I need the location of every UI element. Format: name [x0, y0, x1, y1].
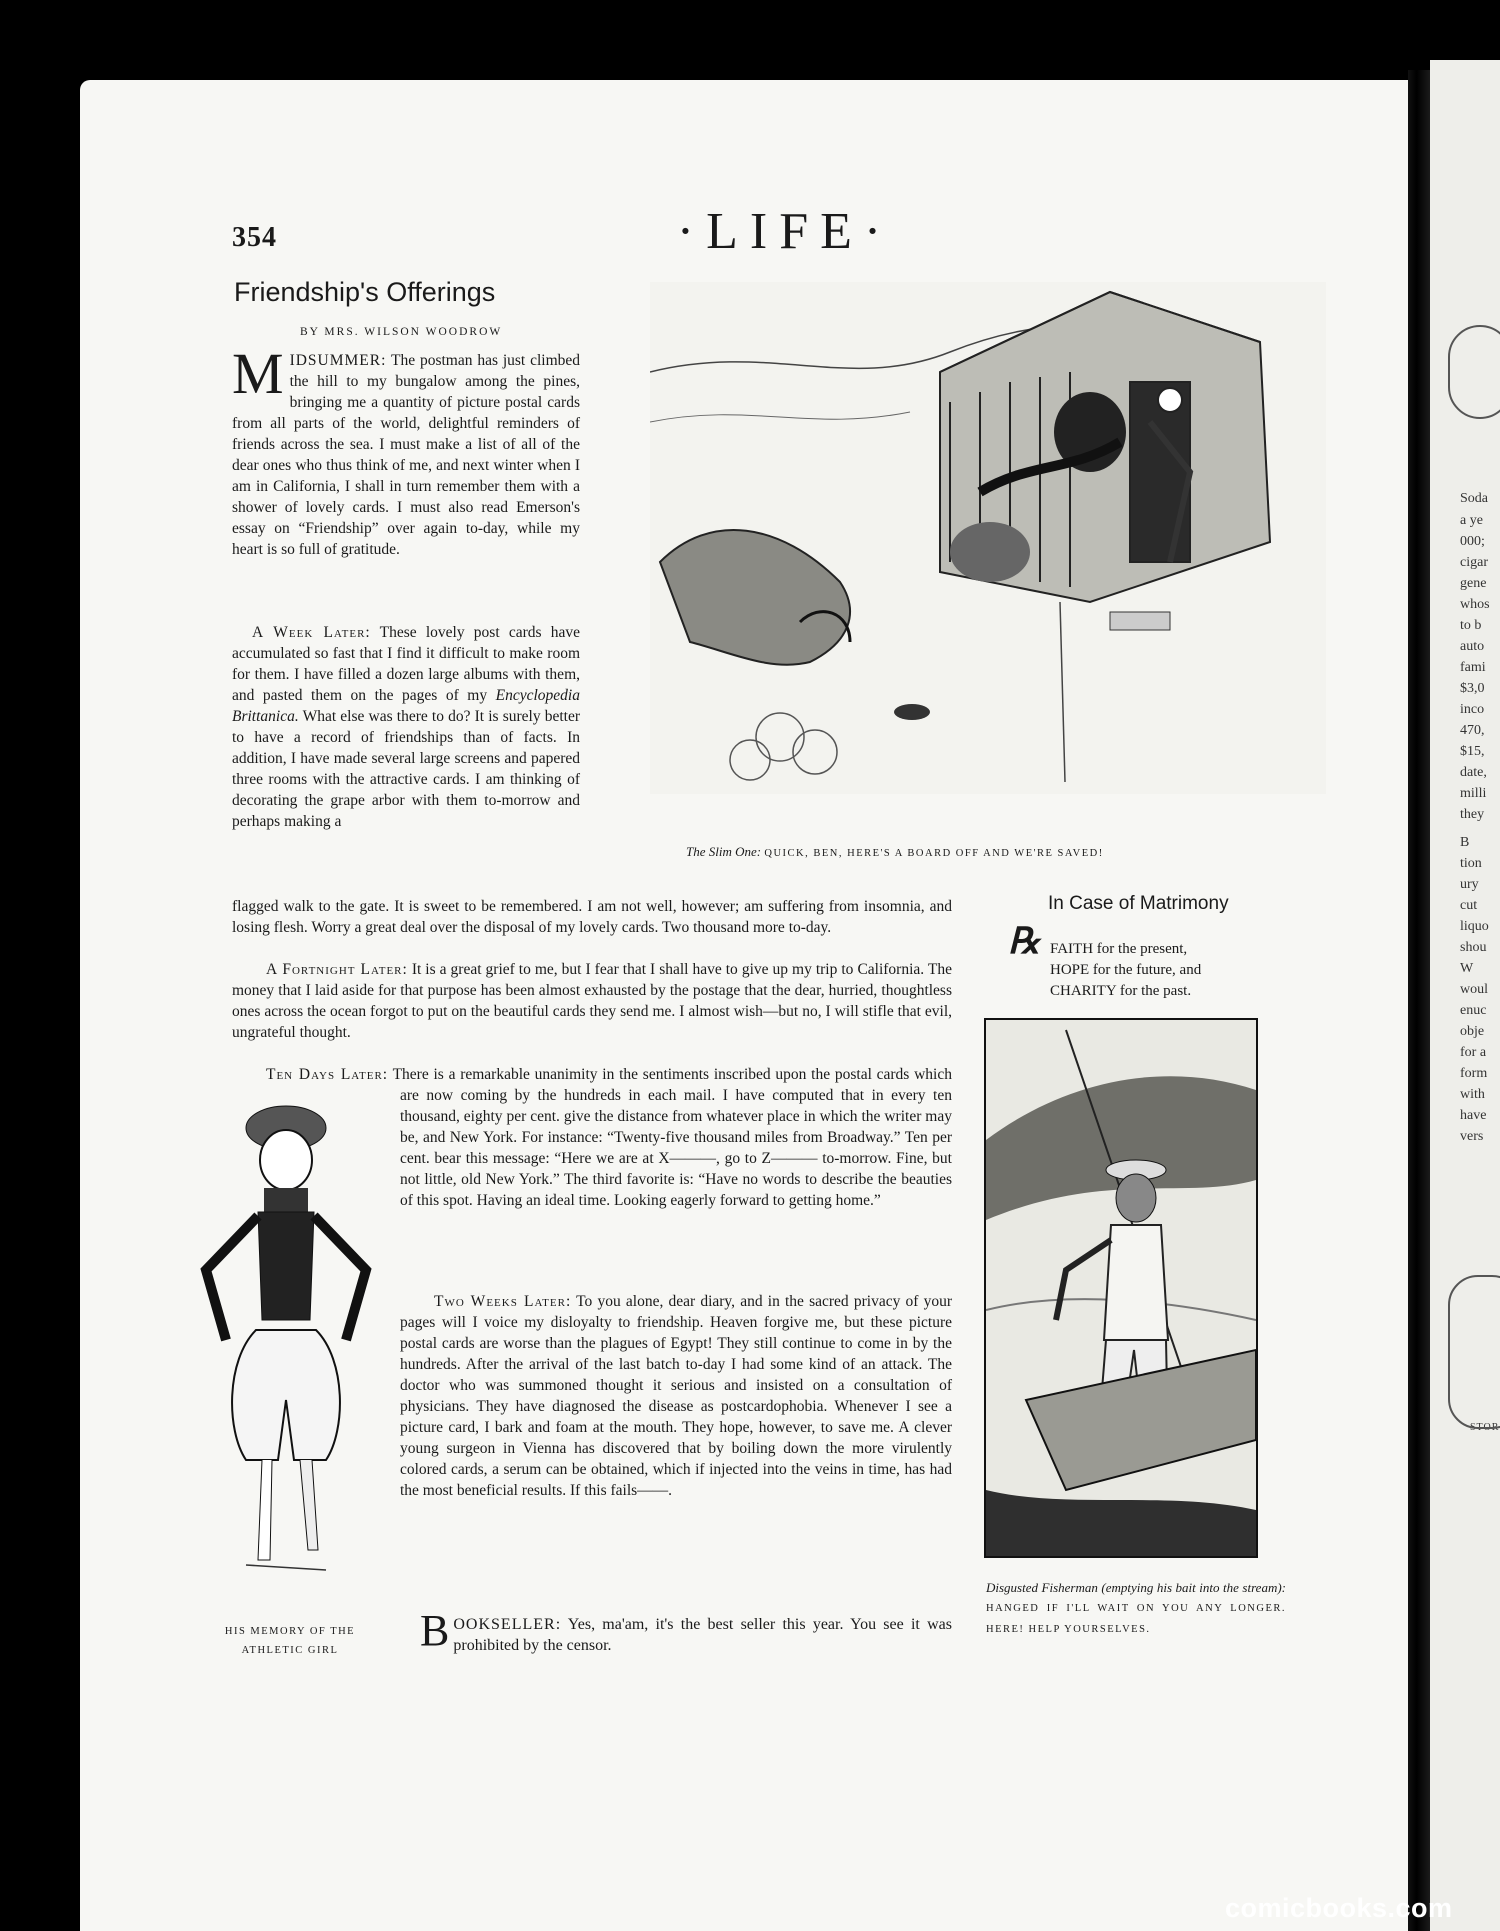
- adjacent-page-fragment: 470,: [1460, 723, 1485, 738]
- bookseller-joke: BOOKSELLER: Yes, ma'am, it's the best seller this year. You see it was prohibited by the censor.: [420, 1606, 952, 1655]
- masthead: ·LIFE·: [676, 203, 894, 260]
- adjacent-page-fragment: with: [1460, 1087, 1485, 1102]
- article-paragraph-5: Two Weeks Later: To you alone, dear diary, and in the sacred privacy of your pages will I voice my disloyalty to friendship. Heaven forgive me, but these picture postal cards are worse than the plagues of Egypt! They still continue to come in by the hundreds. After the arrival of the last batch to-day I had some kind of an attack. The doctor who was summoned thought it serious and insisted on a consultation of physicians. They have diagnosed the disease as postcardophobia. Whenever I see a picture card, I bark and foam at the mouth. They hope, however, to save me. A clever young surgeon in Vienna has discovered that by boiling down the more virulently colored cards, a serum can be obtained, which if injected into the veins in time, has had the most beneficial results. If this fails——.: [400, 1293, 952, 1499]
- adjacent-page-fragment: $15,: [1460, 744, 1485, 759]
- athletic-girl-caption: HIS MEMORY OF THE ATHLETIC GIRL: [224, 1626, 356, 1656]
- adjacent-page-fragment: ury: [1460, 877, 1479, 892]
- adjacent-page-fragment: to b: [1460, 618, 1482, 633]
- adjacent-page-edge: [1430, 60, 1500, 1931]
- adjacent-page-fragment: for a: [1460, 1045, 1487, 1060]
- adjacent-page-fragment: whos: [1460, 597, 1490, 612]
- adjacent-page-fragment: milli: [1460, 786, 1487, 801]
- article-paragraph-2: A Week Later: These lovely post cards have accumulated so fast that I find it difficult to make room for them. I have filled a dozen large albums with them, and pasted them on the pages of my Encyclopedia Brittanica. What else was there to do? It is surely better to have a record of friendships than of facts. In addition, I have made several large screens and papered three rooms with the attractive cards. I am thinking of decorating the grape arbor with them to-morrow and perhaps making a: [232, 624, 580, 830]
- cartoon-drawing: [186, 1100, 386, 1580]
- adjacent-page-illustration: [1448, 325, 1500, 419]
- adjacent-page-fragment: B: [1460, 835, 1470, 850]
- dropcap: B: [420, 1606, 450, 1655]
- adjacent-page-fragment: have: [1460, 1108, 1487, 1123]
- adjacent-page-fragment: 000;: [1460, 534, 1485, 549]
- bull-cartoon-caption: The Slim One: QUICK, BEN, HERE'S A BOARD OFF AND WE'RE SAVED!: [686, 844, 1104, 859]
- adjacent-page-figure: [1448, 1275, 1500, 1429]
- adjacent-page-fragment: inco: [1460, 702, 1485, 717]
- adjacent-page-fragment: fami: [1460, 660, 1486, 675]
- adjacent-page-fragment: they: [1460, 807, 1485, 822]
- adjacent-page-fragment: form: [1460, 1066, 1488, 1081]
- fisherman-caption: Disgusted Fisherman (emptying his bait into the stream): HANGED IF I'LL WAIT ON YOU ANY LONGER. HERE! HELP YOURSELVES.: [986, 1580, 1286, 1635]
- book-spine: [1408, 70, 1430, 1931]
- adjacent-page-fragment: vers: [1460, 1129, 1484, 1144]
- article-title: Friendship's Offerings: [234, 277, 496, 307]
- matrimony-heading: In Case of Matrimony: [1048, 893, 1229, 914]
- bull-outhouse-cartoon: [650, 282, 1326, 794]
- adjacent-page-fragment: auto: [1460, 639, 1485, 654]
- cartoon-drawing: [650, 282, 1326, 794]
- watermark: comicbooks.com: [1225, 1893, 1453, 1923]
- page-number: 354: [232, 222, 277, 253]
- cartoon-drawing: [986, 1020, 1256, 1556]
- prescription-symbol: ℞: [1008, 921, 1041, 961]
- adjacent-page-fragment: $3,0: [1460, 681, 1485, 696]
- adjacent-page-fragment: gene: [1460, 576, 1487, 591]
- adjacent-page-fragment: woul: [1460, 982, 1488, 997]
- adjacent-page-fragment: obje: [1460, 1024, 1485, 1039]
- adjacent-page-fragment: W: [1460, 961, 1474, 976]
- article-byline: BY MRS. WILSON WOODROW: [300, 326, 503, 338]
- matrimony-verse: FAITH for the present, HOPE for the future, and CHARITY for the past.: [1050, 941, 1202, 999]
- adjacent-page-fragment: cut: [1460, 898, 1478, 913]
- article-paragraph-1: MIDSUMMER: The postman has just climbed the hill to my bungalow among the pines, bringing me a quantity of picture postal cards from all parts of the world, delightful reminders of friends across the sea. I must make a list of all of the dear ones who thus think of me, and next winter when I am in California, I shall in turn remember them with a shower of lovely cards. I must also read Emerson's essay on “Friendship” over again to-day, while my heart is so full of gratitude.: [232, 341, 580, 558]
- article-paragraph-3: A Fortnight Later: It is a great grief to me, but I fear that I shall have to give up my trip to California. The money that I laid aside for that purpose has been almost exhausted by the postage that the dear, hurried, thoughtless ones across the ocean forgot to put on the beautiful cards they send me. I almost wish—but no, I will stifle that evil, ungrateful thought.: [232, 961, 952, 1041]
- athletic-girl-cartoon: [186, 1100, 386, 1580]
- dropcap: M: [232, 341, 284, 406]
- article-paragraph-2-continued: flagged walk to the gate. It is sweet to be remembered. I am not well, however; am suffering from insomnia, and losing flesh. Worry a great deal over the disposal of my lovely cards. Two thousand more to-day.: [232, 898, 952, 936]
- adjacent-page-fragment: a ye: [1460, 513, 1483, 528]
- fisherman-cartoon: [984, 1018, 1258, 1558]
- adjacent-page-fragment: tion: [1460, 856, 1482, 871]
- adjacent-page-fragment: enuc: [1460, 1003, 1487, 1018]
- adjacent-page-fragment: cigar: [1460, 555, 1488, 570]
- adjacent-page-footer: STOR: [1470, 1422, 1500, 1433]
- article-paragraph-4: Ten Days Later: There is a remarkable unanimity in the sentiments inscribed upon the postal cards which are now coming by the hundreds in each mail. I have computed that in every ten thousand, eighty per cent. give the distance from whatever place in which the writer may be, and New York. For instance: “Twenty-five thousand miles from Broadway.” Ten per cent. bear this message: “Here we are at X———, go to Z——— to-morrow. Fine, but not little, old New York.” The third favorite is: “Have no words to describe the beauties of this spot. Having an ideal time. Looking eagerly forward to getting home.”: [266, 1066, 952, 1209]
- adjacent-page-fragment: shou: [1460, 940, 1487, 955]
- adjacent-page-fragment: date,: [1460, 765, 1487, 780]
- adjacent-page-fragment: liquo: [1460, 919, 1489, 934]
- adjacent-page-fragment: Soda: [1460, 491, 1488, 506]
